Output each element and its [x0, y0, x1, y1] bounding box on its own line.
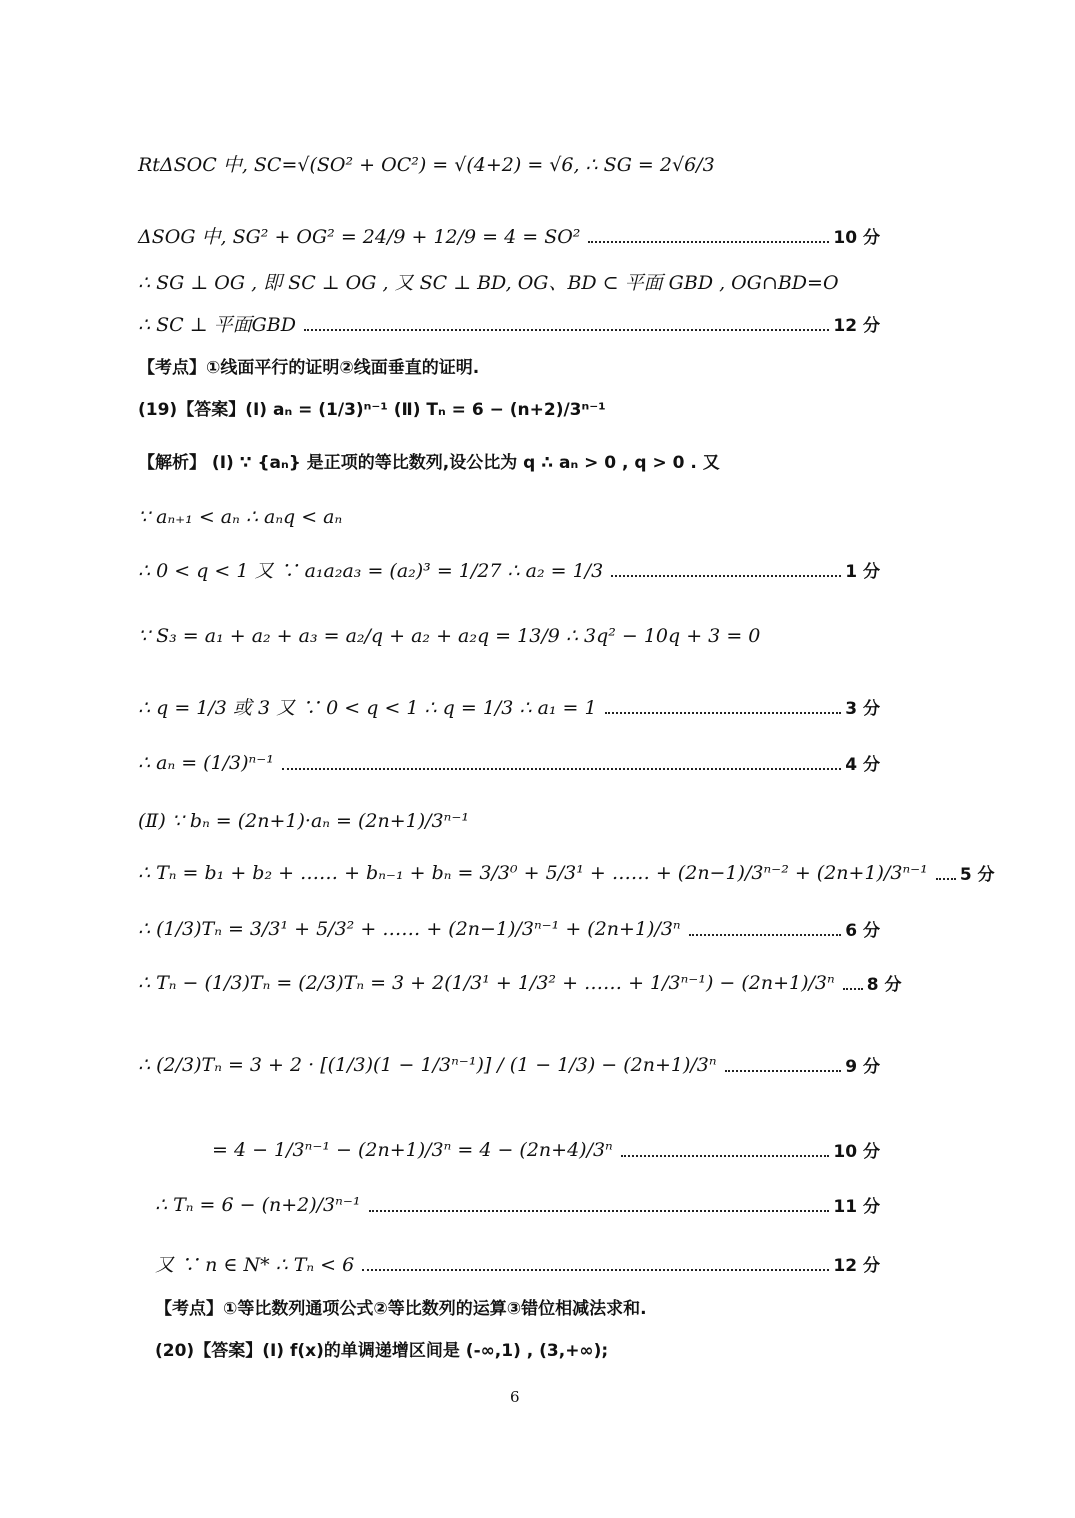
line-text: (20)【答案】(Ⅰ) f(x)的单调递增区间是 (-∞,1) , (3,+∞);: [155, 1341, 609, 1361]
line-text: ∴ 0 < q < 1 又 ∵ a₁a₂a₃ = (a₂)³ = 1/27 ∴ a₂ = 1/3: [138, 560, 604, 582]
line-text: ∴ aₙ = (1/3)ⁿ⁻¹: [138, 751, 274, 774]
score-label: 10 分: [833, 228, 880, 248]
score-label: 4 分: [845, 755, 880, 775]
line-13: [138, 810, 880, 832]
line-text: RtΔSOC 中, SC=√(SO² + OC²) = √(4+2) = √6, ∴ SG = 2√6/3: [138, 154, 715, 176]
line-14: [138, 860, 995, 885]
score-label: 12 分: [833, 316, 880, 336]
line-17: [138, 1052, 880, 1077]
line-text: 又 ∵ n ∈ N* ∴ Tₙ < 6: [155, 1254, 355, 1276]
line-text: ∴ (2/3)Tₙ = 3 + 2 · [(1/3)(1 − 1/3ⁿ⁻¹)] / (1 − 1/3) − (2n+1)/3ⁿ: [138, 1053, 717, 1076]
score-label: 11 分: [833, 1197, 880, 1217]
score-label: 8 分: [866, 975, 902, 995]
line-3: [138, 268, 880, 295]
line-text: ∴ Tₙ = 6 − (n+2)/3ⁿ⁻¹: [155, 1193, 361, 1216]
line-text: ∴ Tₙ = b₁ + b₂ + …… + bₙ₋₁ + bₙ = 3/3⁰ + 5/3¹ + …… + (2n−1)/3ⁿ⁻² + (2n+1)/3ⁿ⁻¹: [138, 861, 928, 884]
line-text: ∴ SG ⊥ OG , 即 SC ⊥ OG , 又 SC ⊥ BD, OG、BD ⊂ 平面 GBD , OG∩BD=O: [138, 272, 839, 294]
line-text: ∵ aₙ₊₁ < aₙ ∴ aₙq < aₙ: [138, 506, 343, 528]
line-text: ∴ (1/3)Tₙ = 3/3¹ + 5/3² + …… + (2n−1)/3ⁿ⁻¹ + (2n+1)/3ⁿ: [138, 917, 681, 940]
line-text: (19)【答案】(Ⅰ) aₙ = (1/3)ⁿ⁻¹ (Ⅱ) Tₙ = 6 − (n+2)/3ⁿ⁻¹: [138, 400, 606, 420]
line-text: ∴ Tₙ − (1/3)Tₙ = (2/3)Tₙ = 3 + 2(1/3¹ + 1/3² + …… + 1/3ⁿ⁻¹) − (2n+1)/3ⁿ: [138, 971, 835, 994]
line-4: [138, 310, 880, 337]
line-text: 【考点】①等比数列通项公式②等比数列的运算③错位相减法求和.: [155, 1299, 647, 1319]
score-label: 12 分: [833, 1256, 880, 1276]
line-text: ∵ S₃ = a₁ + a₂ + a₃ = a₂/q + a₂ + a₂q = 13/9 ∴ 3q² − 10q + 3 = 0: [138, 625, 761, 647]
line-text: 【解析】 (Ⅰ) ∵ {aₙ} 是正项的等比数列,设公比为 q ∴ aₙ > 0 , q > 0 . 又: [138, 453, 720, 473]
line-12: [138, 750, 880, 775]
page-number: 6: [510, 1388, 520, 1406]
line-16: [138, 970, 902, 995]
line-18: [212, 1137, 880, 1162]
line-15: [138, 916, 880, 941]
line-20: [155, 1250, 880, 1277]
line-5: [138, 353, 880, 378]
line-text: ΔSOG 中, SG² + OG² = 24/9 + 12/9 = 4 = SO²: [138, 226, 581, 248]
line-11: [138, 693, 880, 720]
line-text: (Ⅱ) ∵ bₙ = (2n+1)·aₙ = (2n+1)/3ⁿ⁻¹: [138, 810, 469, 832]
line-10: [138, 625, 880, 647]
score-label: 1 分: [845, 562, 880, 582]
score-label: 6 分: [845, 921, 880, 941]
line-2: [138, 222, 880, 249]
line-9: [138, 556, 880, 583]
score-label: 10 分: [833, 1142, 880, 1162]
line-1: [138, 150, 880, 177]
line-7: [138, 448, 880, 473]
line-8: [138, 506, 880, 528]
score-label: 9 分: [845, 1057, 880, 1077]
score-label: 3 分: [845, 699, 880, 719]
line-text: ∴ SC ⊥ 平面GBD: [138, 314, 297, 336]
line-22: [155, 1336, 880, 1361]
score-label: 5 分: [959, 865, 995, 885]
line-19: [155, 1192, 880, 1217]
line-text: = 4 − 1/3ⁿ⁻¹ − (2n+1)/3ⁿ = 4 − (2n+4)/3ⁿ: [212, 1138, 613, 1161]
line-text: 【考点】①线面平行的证明②线面垂直的证明.: [138, 358, 480, 378]
line-21: [155, 1294, 880, 1319]
line-6: [138, 395, 880, 420]
line-text: ∴ q = 1/3 或 3 又 ∵ 0 < q < 1 ∴ q = 1/3 ∴ a₁ = 1: [138, 697, 597, 719]
